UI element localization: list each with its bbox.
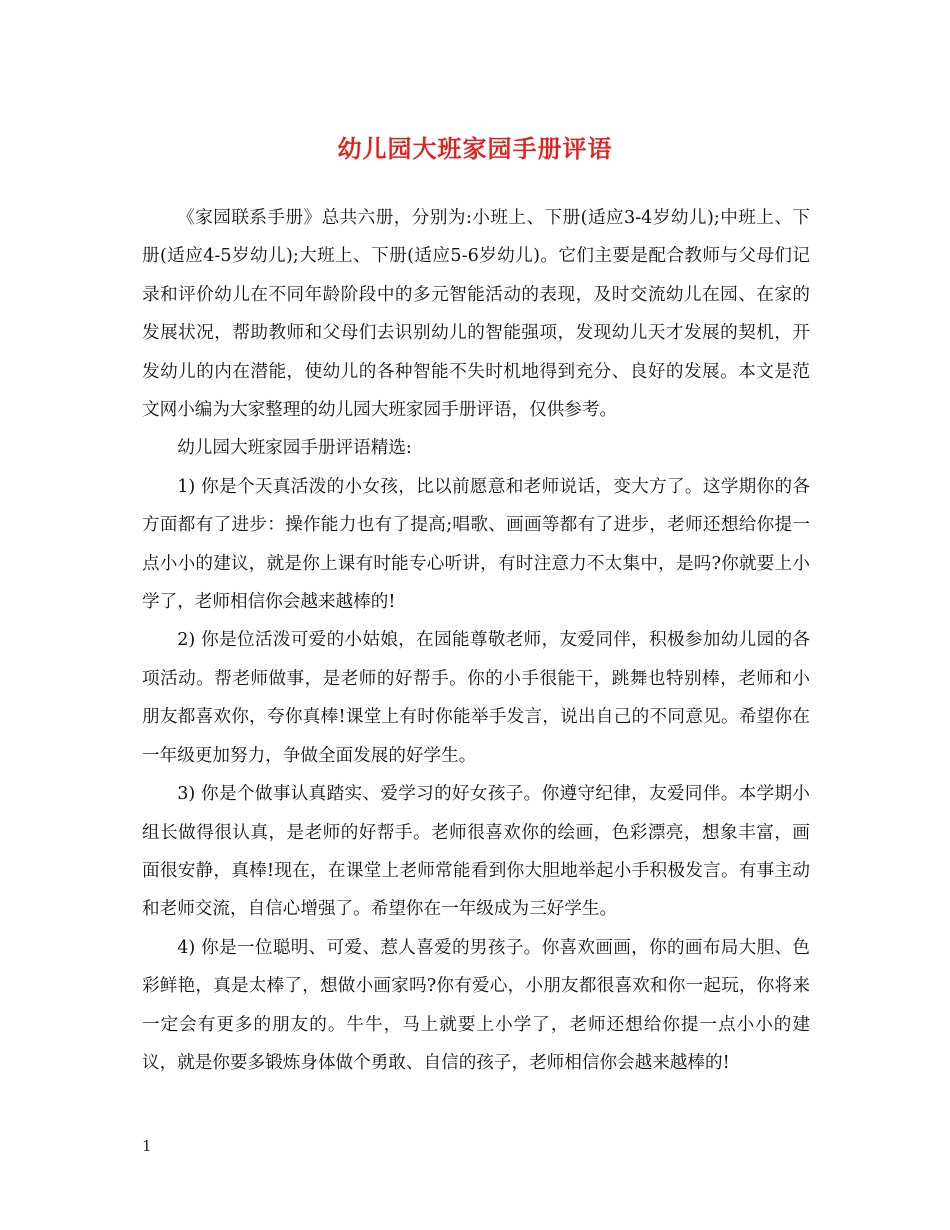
comment-paragraph-3: 3) 你是个做事认真踏实、爱学习的好女孩子。你遵守纪律，友爱同伴。本学期小组长做得很认真，是老师的好帮手。老师很喜欢你的绘画，色彩漂亮，想象丰富，画面很安静，真棒!现在，在课堂上老师常能看到你大胆地举起小手积极发言。有事主动和老师交流，自信心增强了。希望你在一年级成为三好学生。 bbox=[142, 784, 810, 920]
comment-paragraph-2: 2) 你是位活泼可爱的小姑娘，在园能尊敬老师，友爱同伴，积极参加幼儿园的各项活动。帮老师做事，是老师的好帮手。你的小手很能干，跳舞也特别棒，老师和小朋友都喜欢你，夸你真棒!课堂上有时你能举手发言，说出自己的不同意见。希望你在一年级更加努力，争做全面发展的好学生。 bbox=[142, 630, 810, 766]
document-body bbox=[142, 199, 810, 1082]
intro-paragraph: 《家园联系手册》总共六册，分别为:小班上、下册(适应3-4岁幼儿);中班上、下册(适应4-5岁幼儿);大班上、下册(适应5-6岁幼儿)。它们主要是配合教师与父母们记录和评价幼儿在不同年龄阶段中的多元智能活动的表现，及时交流幼儿在园、在家的发展状况，帮助教师和父母们去识别幼儿的智能强项，发现幼儿天才发展的契机，开发幼儿的内在潜能，使幼儿的各种智能不失时机地得到充分、良好的发展。本文是范文网小编为大家整理的幼儿园大班家园手册评语，仅供参考。 bbox=[142, 208, 810, 421]
document-title: 幼儿园大班家园手册评语 bbox=[337, 134, 613, 163]
comment-paragraph-1: 1) 你是个天真活泼的小女孩，比以前愿意和老师说话，变大方了。这学期你的各方面都有了进步：操作能力也有了提高;唱歌、画画等都有了进步，老师还想给你提一点小小的建议，就是你上课有时能专心听讲，有时注意力不太集中，是吗?你就要上小学了，老师相信你会越来越棒的! bbox=[142, 476, 810, 613]
section-heading-paragraph: 幼儿园大班家园手册评语精选: bbox=[177, 438, 412, 459]
comment-paragraph-4: 4) 你是一位聪明、可爱、惹人喜爱的男孩子。你喜欢画画，你的画布局大胆、色彩鲜艳，真是太棒了，想做小画家吗?你有爱心，小朋友都很喜欢和你一起玩，你将来一定会有更多的朋友的。牛牛，马上就要上小学了，老师还想给你提一点小小的建议，就是你要多锻炼身体做个勇敢、自信的孩子，老师相信你会越来越棒的! bbox=[142, 937, 810, 1073]
page-number: 1 bbox=[142, 1137, 152, 1155]
